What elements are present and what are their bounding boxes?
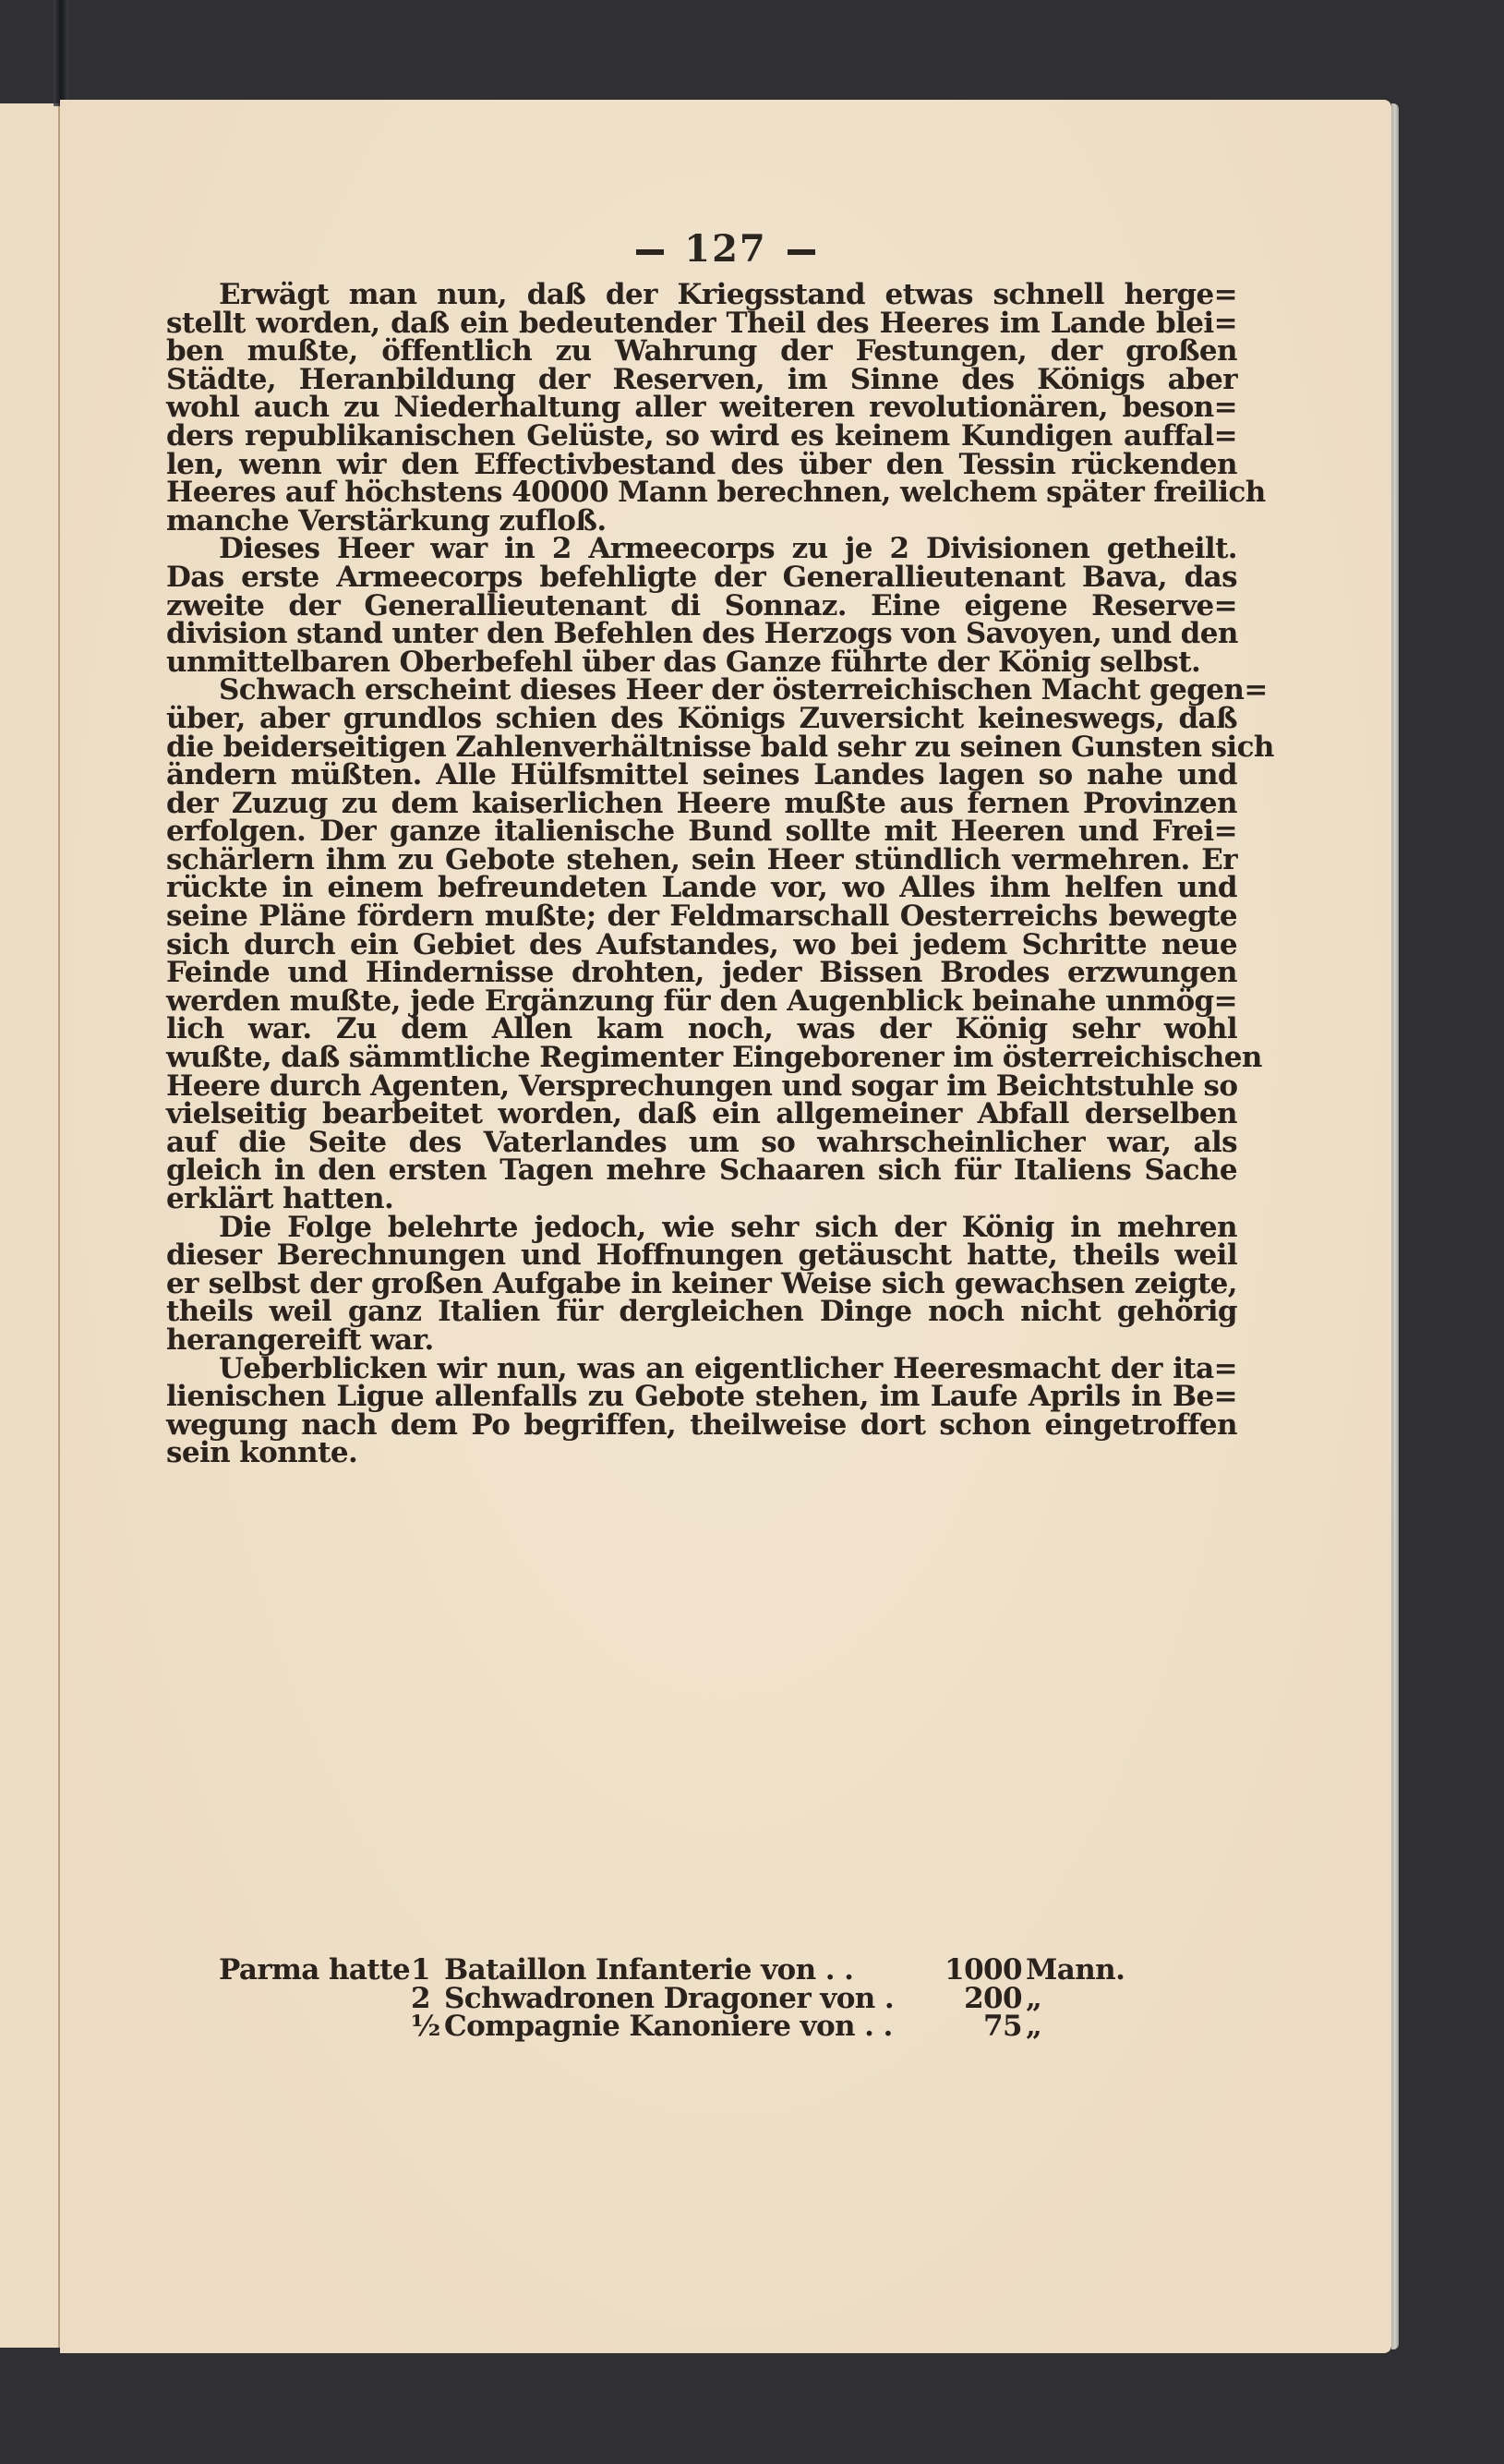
troops-count: 200 [964, 1981, 1022, 2015]
book-gutter [54, 0, 68, 106]
text-line: Heere durch Agenten, Versprechungen und sogar im Beichtstuhle so [166, 1069, 1238, 1103]
text-line: seine Pläne fördern mußte; der Feldmarschall Oesterreichs bewegte [166, 900, 1237, 934]
text-line: erklärt hatten. [166, 1182, 394, 1215]
troops-qty: 1 [411, 1953, 430, 1987]
text-line: wohl auch zu Niederhaltung aller weiteren revolutionären, beson= [166, 391, 1237, 425]
paragraph [166, 278, 1266, 537]
paragraph [166, 1210, 1237, 1357]
text-line: die beiderseitigen Zahlenverhältnisse bald sehr zu seinen Gunsten sich [166, 730, 1274, 764]
troops-lead-empty [166, 1985, 411, 2013]
troops-table [166, 1953, 1256, 2044]
troops-label: „ [1026, 2010, 1042, 2044]
left-page-edge [0, 103, 60, 2348]
troops-count: 1000 [945, 1953, 1022, 1987]
page-number [60, 227, 1391, 271]
text-line: erfolgen. Der ganze italienische Bund sollte mit Heeren und Frei= [166, 815, 1237, 849]
troops-label: „ [1026, 1981, 1042, 2015]
text-line: wußte, daß sämmtliche Regimenter Eingeborener im österreichischen [166, 1041, 1262, 1075]
troops-unit: Schwadronen Dragoner von . [444, 1981, 895, 2015]
troops-row [166, 1981, 1256, 2015]
troops-qty: 2 [411, 1981, 430, 2015]
text-line: er selbst der großen Aufgabe in keiner Weise sich gewachsen zeigte, [166, 1266, 1237, 1300]
text-line: dieser Berechnungen und Hoffnungen getäuscht hatte, theils weil [166, 1238, 1237, 1273]
text-line: Die Folge belehrte jedoch, wie sehr sich der König in mehren [219, 1210, 1237, 1244]
page-number-value: 127 [684, 227, 767, 271]
troops-lead: Parma hatte [219, 1953, 410, 1987]
text-line: wegung nach dem Po begriffen, theilweise dort schon eingetroffen [166, 1407, 1237, 1442]
text-line: auf die Seite des Vaterlandes um so wahrscheinlicher war, als [166, 1125, 1237, 1159]
paragraph [166, 532, 1238, 679]
text-line: Schwach erscheint dieses Heer der österreichischen Macht gegen= [219, 673, 1268, 707]
text-line: Dieses Heer war in 2 Armeecorps zu je 2 Divisionen getheilt. [219, 532, 1237, 566]
body-text [166, 278, 1274, 1470]
text-line: rückte in einem befreundeten Lande vor, wo Alles ihm helfen und [166, 871, 1237, 905]
troops-row [166, 2010, 1256, 2044]
text-line: ben mußte, öffentlich zu Wahrung der Festungen, der großen [166, 334, 1237, 368]
troops-lead-empty [166, 2012, 411, 2041]
troops-qty: ½ [411, 2010, 440, 2044]
book-page [60, 100, 1391, 2353]
troops-label: Mann. [1026, 1953, 1125, 1987]
troops-row [166, 1953, 1256, 1987]
text-line: Städte, Heranbildung der Reserven, im Sinne des Königs aber [166, 362, 1237, 396]
text-line: theils weil ganz Italien für dergleichen Dinge noch nicht gehörig [166, 1295, 1237, 1329]
troops-count: 75 [983, 2010, 1022, 2044]
text-line: ders republikanischen Gelüste, so wird es keinem Kundigen auffal= [166, 418, 1237, 453]
text-line: division stand unter den Befehlen des Herzogs von Savoyen, und den [166, 617, 1238, 651]
text-line: manche Verstärkung zufloß. [166, 503, 607, 537]
text-line: werden mußte, jede Ergänzung für den Augenblick beinahe unmög= [166, 984, 1237, 1018]
text-line: unmittelbaren Oberbefehl über das Ganze führte der König selbst. [166, 645, 1201, 679]
text-line: ändern müßten. Alle Hülfsmittel seines Landes lagen so nahe und [166, 758, 1237, 792]
text-line: schärlern ihm zu Gebote stehen, sein Heer stündlich vermehren. Er [166, 842, 1237, 876]
text-line: stellt worden, daß ein bedeutender Theil des Heeres im Lande blei= [166, 306, 1237, 340]
text-line: Feinde und Hindernisse drohten, jeder Bissen Brodes erzwungen [166, 956, 1237, 990]
dash-left [636, 249, 664, 255]
paragraph [166, 1351, 1237, 1470]
dash-right [788, 249, 815, 255]
text-line: lich war. Zu dem Allen kam noch, was der König sehr wohl [166, 1012, 1237, 1046]
text-line: gleich in den ersten Tagen mehre Schaaren sich für Italiens Sache [166, 1153, 1237, 1188]
text-line: der Zuzug zu dem kaiserlichen Heere mußte aus fernen Provinzen [166, 786, 1237, 820]
text-line: sein konnte. [166, 1436, 358, 1470]
text-line: Ueberblicken wir nun, was an eigentlicher Heeresmacht der ita= [219, 1351, 1237, 1385]
text-line: sich durch ein Gebiet des Aufstandes, wo bei jedem Schritte neue [166, 927, 1237, 961]
text-line: Das erste Armeecorps befehligte der Generallieutenant Bava, das [166, 560, 1237, 594]
text-line: Erwägt man nun, daß der Kriegsstand etwas schnell herge= [219, 278, 1237, 311]
text-line: lienischen Ligue allenfalls zu Gebote stehen, im Laufe Aprils in Be= [166, 1380, 1237, 1414]
text-line: herangereift war. [166, 1323, 434, 1357]
troops-unit: Compagnie Kanoniere von . . [444, 2010, 893, 2044]
troops-unit: Bataillon Infanterie von . . [444, 1953, 854, 1987]
page-stack-edge [1391, 103, 1399, 2349]
text-line: vielseitig bearbeitet worden, daß ein allgemeiner Abfall derselben [166, 1097, 1237, 1131]
text-line: len, wenn wir den Effectivbestand des über den Tessin rückenden [166, 447, 1237, 481]
text-line: Heeres auf höchstens 40000 Mann berechnen, welchem später freilich [166, 476, 1266, 510]
paragraph [166, 673, 1274, 1215]
text-line: zweite der Generallieutenant di Sonnaz. Eine eigene Reserve= [166, 588, 1237, 622]
text-line: über, aber grundlos schien des Königs Zuversicht keineswegs, daß [166, 701, 1237, 735]
